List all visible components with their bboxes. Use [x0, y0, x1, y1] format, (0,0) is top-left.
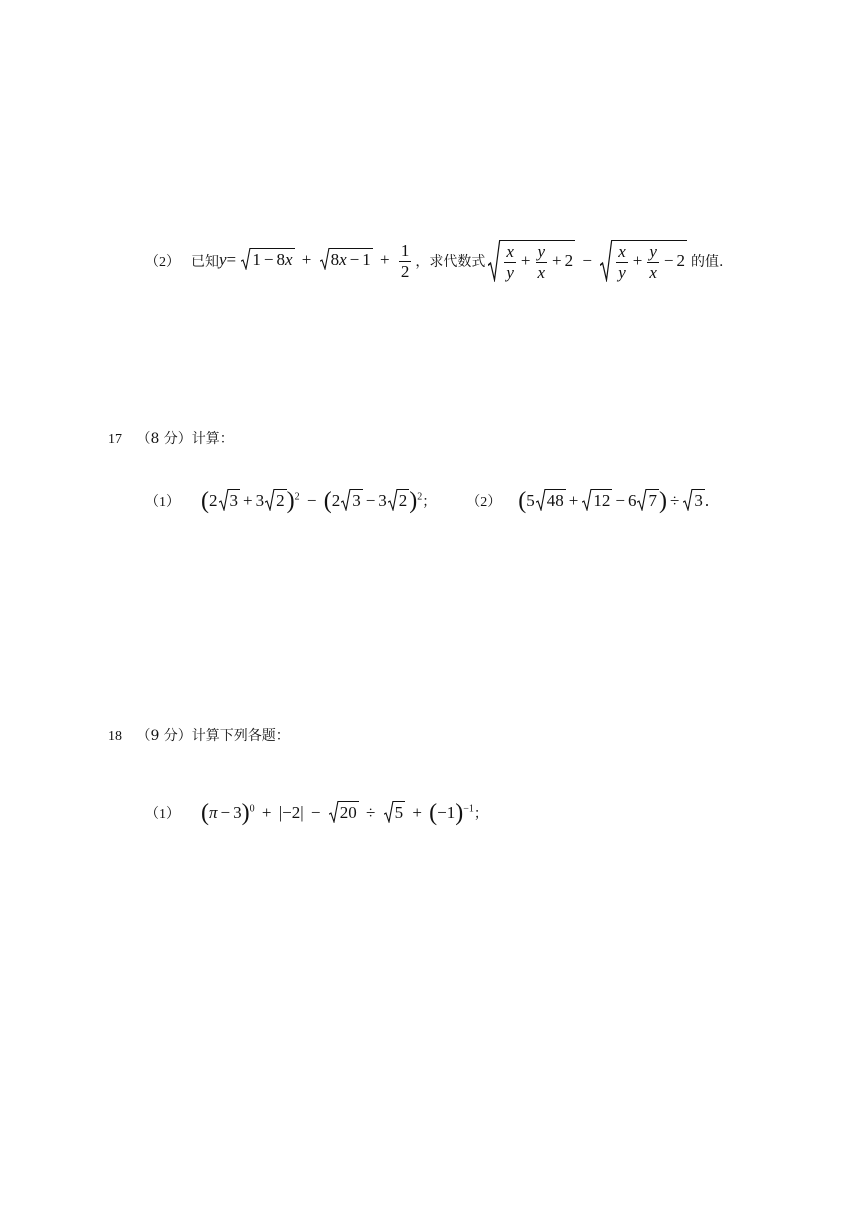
- q16-part2-label: （2）: [145, 255, 180, 270]
- q17-part1-label: （1）: [145, 495, 180, 510]
- q16-formula-y: y= 1 − 8x + 8x − 1 + $\frac{1}{2}$: [219, 240, 410, 281]
- q17-part1-expression: (2 3 + 3 2)$^2$ − (2 3 − 3 2)$^2$: [201, 487, 423, 514]
- absolute-value: |−2|: [278, 802, 304, 822]
- q18-header: [108, 725, 290, 745]
- q18-part1-end: ；: [473, 806, 488, 822]
- sqrt-8x-1: 8x − 1: [320, 248, 373, 270]
- q18-part1-label: （1）: [145, 807, 180, 822]
- q17-part2-label: （2）: [466, 495, 502, 510]
- q16-mid-text: ，求代数式: [415, 254, 486, 270]
- sqrt-sum-plus-2: $\frac{x}{y}$ + $\frac{y}{x}$ + 2: [488, 240, 575, 282]
- q16-expression: $\frac{x}{y}$ + $\frac{y}{x}$ + 2 − $\frac{x}{y}$ + $\frac{y}{x}$ − 2: [487, 240, 687, 282]
- sqrt-sum-minus-2: $\frac{x}{y}$ + $\frac{y}{x}$ − 2: [600, 240, 687, 282]
- q17-score: （8 分）计算：: [136, 431, 234, 447]
- q17-problems-line: [145, 484, 709, 518]
- q18-part1-expression: $(\pi - 3)^0 + |-2|$ − 20 ÷ $5 + (-1)^{-1}$: [201, 799, 474, 826]
- q17-part1-end: ；: [422, 494, 437, 510]
- q16-intro-text: 已知: [191, 254, 219, 270]
- q17-number: 17: [108, 432, 122, 447]
- fraction-one-half: $\frac{1}{2}$: [400, 240, 410, 281]
- q18-number: 18: [108, 729, 122, 744]
- sqrt-1-8x: 1 − 8x: [241, 248, 294, 270]
- q16-part2-line: [145, 236, 723, 286]
- q18-score: （9 分）计算下列各题：: [136, 728, 290, 744]
- q17-header: [108, 428, 234, 448]
- q17-part2-expression: (5 48 + 12 − 6 7) ÷ 3 .: [518, 487, 710, 514]
- q18-problem-line: [145, 796, 488, 830]
- q16-end-text: 的值.: [691, 254, 724, 270]
